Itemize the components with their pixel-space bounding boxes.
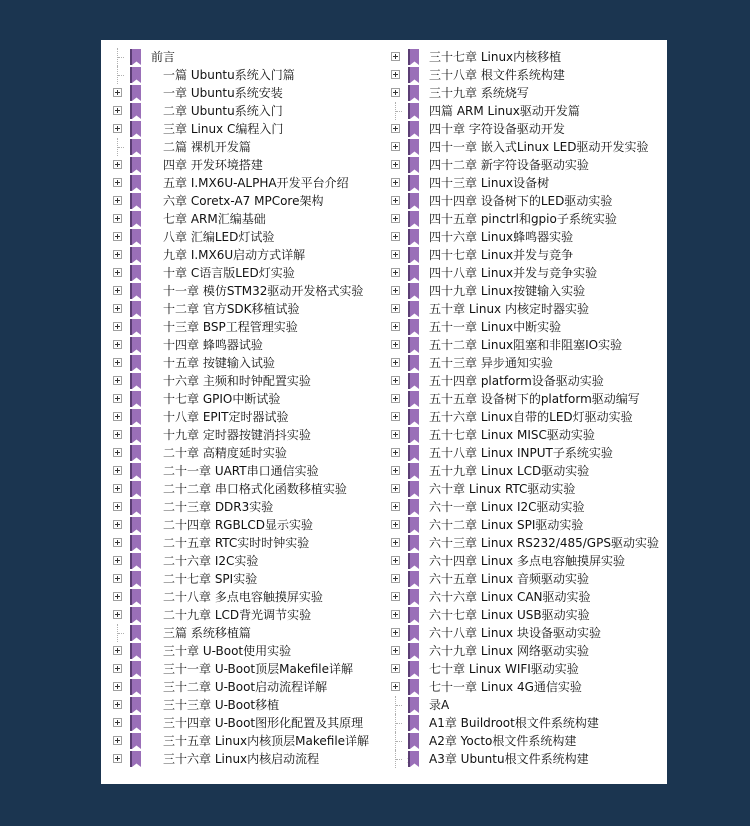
expand-toggle-icon[interactable] [113,448,122,457]
bookmark-label: 三十六章 Linux内核启动流程 [163,752,320,766]
bookmark-icon [408,301,419,317]
bookmark-label: 六十八章 Linux 块设备驱动实验 [429,626,601,640]
bookmark-label: 二十章 高精度延时实验 [163,446,287,460]
expand-toggle-icon[interactable] [113,700,122,709]
bookmark-icon [408,337,419,353]
tree-connector-icon [395,732,397,750]
bookmark-label: 四十章 字符设备驱动开发 [429,122,565,136]
bookmark-label: 七章 ARM汇编基础 [163,212,266,226]
expand-toggle-icon[interactable] [391,322,400,331]
bookmark-icon [408,121,419,137]
bookmark-label: 五十六章 Linux自带的LED灯驱动实验 [429,410,633,424]
bookmark-label: 三十七章 Linux内核移植 [429,50,562,64]
bookmark-label: 一章 Ubuntu系统安装 [163,86,283,100]
expand-toggle-icon[interactable] [391,682,400,691]
bookmark-icon [408,751,419,767]
bookmark-label: 六十六章 Linux CAN驱动实验 [429,590,591,604]
bookmark-label: 二十一章 UART串口通信实验 [163,464,319,478]
bookmark-icon [408,661,419,677]
bookmark-icon [130,697,141,713]
bookmark-label: 二十九章 LCD背光调节实验 [163,608,312,622]
expand-toggle-icon[interactable] [113,322,122,331]
bookmark-label: 十二章 官方SDK移植试验 [163,302,300,316]
bookmark-label: 二十四章 RGBLCD显示实验 [163,518,313,532]
expand-toggle-icon[interactable] [113,214,122,223]
expand-toggle-icon[interactable] [113,718,122,727]
bookmark-label: 四十五章 pinctrl和gpio子系统实验 [429,212,617,226]
bookmark-icon [130,283,141,299]
bookmark-icon [130,301,141,317]
expand-toggle-icon[interactable] [113,664,122,673]
bookmark-label: 五十章 Linux 内核定时器实验 [429,302,589,316]
bookmark-icon [130,391,141,407]
bookmark-label: 二十七章 SPI实验 [163,572,258,586]
expand-toggle-icon[interactable] [391,502,400,511]
bookmark-label: A2章 Yocto根文件系统构建 [429,734,577,748]
bookmark-icon [408,715,419,731]
bookmark-icon [408,571,419,587]
expand-toggle-icon[interactable] [391,124,400,133]
bookmark-icon [130,463,141,479]
bookmark-icon [408,265,419,281]
bookmark-icon [130,571,141,587]
expand-toggle-icon[interactable] [391,286,400,295]
tree-connector-icon [117,48,119,66]
bookmark-icon [408,193,419,209]
bookmark-icon [408,409,419,425]
bookmark-label: A3章 Ubuntu根文件系统构建 [429,752,589,766]
bookmark-label: 六十五章 Linux 音频驱动实验 [429,572,589,586]
bookmark-label: 六十四章 Linux 多点电容触摸屏实验 [429,554,625,568]
bookmark-label: 五章 I.MX6U-ALPHA开发平台介绍 [163,176,349,190]
expand-toggle-icon[interactable] [391,358,400,367]
bookmark-icon [130,499,141,515]
expand-toggle-icon[interactable] [113,430,122,439]
expand-toggle-icon[interactable] [113,412,122,421]
bookmark-label: 十三章 BSP工程管理实验 [163,320,298,334]
expand-toggle-icon[interactable] [391,556,400,565]
expand-toggle-icon[interactable] [113,106,122,115]
expand-toggle-icon[interactable] [113,268,122,277]
expand-toggle-icon[interactable] [391,520,400,529]
bookmark-icon [408,391,419,407]
bookmark-label: 三十九章 系统烧写 [429,86,529,100]
bookmark-icon [130,193,141,209]
bookmark-label: 七十章 Linux WIFI驱动实验 [429,662,579,676]
bookmark-label: 四章 开发环境搭建 [163,158,263,172]
bookmark-label: 六十二章 Linux SPI驱动实验 [429,518,584,532]
expand-toggle-icon[interactable] [391,250,400,259]
bookmark-icon [408,283,419,299]
bookmark-icon [130,409,141,425]
expand-toggle-icon[interactable] [391,232,400,241]
expand-toggle-icon[interactable] [113,502,122,511]
tree-connector-icon [395,696,397,714]
expand-toggle-icon[interactable] [113,376,122,385]
bookmark-icon [408,625,419,641]
expand-toggle-icon[interactable] [391,268,400,277]
bookmark-icon [130,517,141,533]
bookmark-icon [130,373,141,389]
bookmark-icon [408,445,419,461]
tree-connector-icon [395,102,397,120]
bookmark-icon [130,751,141,767]
bookmark-icon [130,121,141,137]
bookmark-icon [408,247,419,263]
bookmark-icon [408,733,419,749]
expand-toggle-icon[interactable] [113,466,122,475]
bookmark-icon [408,139,419,155]
bookmark-icon [408,211,419,227]
bookmark-label: 十七章 GPIO中断试验 [163,392,281,406]
bookmark-icon [130,679,141,695]
bookmark-icon [408,607,419,623]
expand-toggle-icon[interactable] [113,178,122,187]
bookmark-label: 三十一章 U-Boot顶层Makefile详解 [163,662,354,676]
bookmark-label: 三十三章 U-Boot移植 [163,698,280,712]
expand-toggle-icon[interactable] [113,340,122,349]
bookmark-icon [130,265,141,281]
bookmark-icon [408,319,419,335]
expand-toggle-icon[interactable] [391,214,400,223]
bookmark-label: 六十一章 Linux I2C驱动实验 [429,500,585,514]
bookmark-label: 十五章 按键输入试验 [163,356,275,370]
bookmark-icon [408,67,419,83]
expand-toggle-icon[interactable] [391,448,400,457]
expand-toggle-icon[interactable] [391,52,400,61]
expand-toggle-icon[interactable] [113,232,122,241]
bookmark-icon [408,535,419,551]
bookmark-icon [408,157,419,173]
bookmark-icon [130,49,141,65]
bookmark-icon [408,229,419,245]
bookmark-label: 二十六章 I2C实验 [163,554,259,568]
bookmark-label: 十章 C语言版LED灯实验 [163,266,295,280]
tree-connector-icon [395,750,397,768]
expand-toggle-icon[interactable] [391,430,400,439]
bookmark-icon [408,355,419,371]
bookmark-label: 二章 Ubuntu系统入门 [163,104,283,118]
bookmark-icon [130,553,141,569]
bookmark-label: 五十一章 Linux中断实验 [429,320,562,334]
bookmark-icon [408,697,419,713]
expand-toggle-icon[interactable] [113,286,122,295]
bookmark-label: 四十四章 设备树下的LED驱动实验 [429,194,613,208]
bookmark-label: A1章 Buildroot根文件系统构建 [429,716,599,730]
bookmark-icon [408,679,419,695]
expand-toggle-icon[interactable] [391,466,400,475]
bookmark-icon [130,427,141,443]
bookmark-label: 十四章 蜂鸣器试验 [163,338,263,352]
bookmark-icon [130,733,141,749]
bookmark-label: 六十三章 Linux RS232/485/GPS驱动实验 [429,536,659,550]
bookmark-label: 四十七章 Linux并发与竞争 [429,248,574,262]
bookmark-icon [130,229,141,245]
bookmark-label: 四十九章 Linux按键输入实验 [429,284,586,298]
bookmark-icon [408,85,419,101]
expand-toggle-icon[interactable] [391,538,400,547]
expand-toggle-icon[interactable] [113,196,122,205]
bookmark-icon [408,373,419,389]
bookmark-label: 六章 Coretx-A7 MPCore架构 [163,194,324,208]
bookmark-label: 前言 [151,50,176,64]
expand-toggle-icon[interactable] [391,646,400,655]
expand-toggle-icon[interactable] [113,574,122,583]
bookmark-icon [130,157,141,173]
bookmark-icon [130,643,141,659]
expand-toggle-icon[interactable] [113,520,122,529]
expand-toggle-icon[interactable] [391,628,400,637]
expand-toggle-icon[interactable] [391,412,400,421]
bookmark-icon [130,535,141,551]
expand-toggle-icon[interactable] [391,160,400,169]
bookmark-icon [130,661,141,677]
expand-toggle-icon[interactable] [391,178,400,187]
bookmark-icon [130,85,141,101]
bookmark-label: 一篇 Ubuntu系统入门篇 [163,68,295,82]
expand-toggle-icon[interactable] [391,664,400,673]
bookmark-icon [408,517,419,533]
bookmark-icon [408,589,419,605]
bookmark-label: 二十三章 DDR3实验 [163,500,274,514]
expand-toggle-icon[interactable] [391,88,400,97]
bookmark-label: 五十八章 Linux INPUT子系统实验 [429,446,613,460]
bookmark-icon [130,103,141,119]
bookmark-icon [130,319,141,335]
bookmark-icon [130,355,141,371]
bookmark-icon [130,481,141,497]
bookmark-label: 五十九章 Linux LCD驱动实验 [429,464,590,478]
bookmark-label: 五十二章 Linux阻塞和非阻塞IO实验 [429,338,623,352]
expand-toggle-icon[interactable] [391,592,400,601]
bookmark-label: 五十三章 异步通知实验 [429,356,553,370]
bookmark-label: 三十五章 Linux内核顶层Makefile详解 [163,734,370,748]
expand-toggle-icon[interactable] [113,646,122,655]
bookmark-label: 四十一章 嵌入式Linux LED驱动开发实验 [429,140,649,154]
expand-toggle-icon[interactable] [113,88,122,97]
bookmark-label: 三十章 U-Boot使用实验 [163,644,292,658]
bookmark-label: 六十章 Linux RTC驱动实验 [429,482,576,496]
bookmark-label: 录A [429,698,450,712]
bookmark-label: 四十八章 Linux并发与竞争实验 [429,266,598,280]
bookmark-icon [408,553,419,569]
expand-toggle-icon[interactable] [391,340,400,349]
bookmark-icon [130,589,141,605]
expand-toggle-icon[interactable] [113,610,122,619]
expand-toggle-icon[interactable] [391,610,400,619]
expand-toggle-icon[interactable] [391,70,400,79]
bookmark-icon [130,175,141,191]
bookmark-icon [130,211,141,227]
tree-connector-icon [117,624,119,642]
bookmark-icon [408,103,419,119]
bookmark-label: 九章 I.MX6U启动方式详解 [163,248,306,262]
expand-toggle-icon[interactable] [113,484,122,493]
bookmark-label: 七十一章 Linux 4G通信实验 [429,680,582,694]
expand-toggle-icon[interactable] [113,160,122,169]
bookmark-icon [130,715,141,731]
bookmark-icon [130,139,141,155]
tree-connector-icon [117,138,119,156]
expand-toggle-icon[interactable] [113,250,122,259]
bookmark-icon [408,463,419,479]
expand-toggle-icon[interactable] [391,484,400,493]
bookmark-label: 五十四章 platform设备驱动实验 [429,374,604,388]
expand-toggle-icon[interactable] [113,682,122,691]
expand-toggle-icon[interactable] [113,556,122,565]
expand-toggle-icon[interactable] [391,142,400,151]
bookmark-label: 四篇 ARM Linux驱动开发篇 [429,104,580,118]
bookmark-icon [408,427,419,443]
bookmark-label: 四十六章 Linux蜂鸣器实验 [429,230,574,244]
bookmark-icon [130,337,141,353]
bookmark-label: 四十二章 新字符设备驱动实验 [429,158,589,172]
expand-toggle-icon[interactable] [113,592,122,601]
bookmark-label: 六十七章 Linux USB驱动实验 [429,608,590,622]
expand-toggle-icon[interactable] [113,304,122,313]
expand-toggle-icon[interactable] [113,124,122,133]
bookmark-icon [130,445,141,461]
tree-connector-icon [117,66,119,84]
bookmark-label: 三十四章 U-Boot图形化配置及其原理 [163,716,364,730]
expand-toggle-icon[interactable] [113,754,122,763]
bookmark-label: 三十二章 U-Boot启动流程详解 [163,680,328,694]
bookmark-icon [408,481,419,497]
expand-toggle-icon[interactable] [391,304,400,313]
bookmark-label: 三十八章 根文件系统构建 [429,68,565,82]
bookmark-panel [101,40,667,784]
bookmark-label: 五十七章 Linux MISC驱动实验 [429,428,595,442]
bookmark-label: 十八章 EPIT定时器试验 [163,410,289,424]
bookmark-label: 八章 汇编LED灯试验 [163,230,275,244]
expand-toggle-icon[interactable] [391,196,400,205]
expand-toggle-icon[interactable] [113,394,122,403]
bookmark-icon [130,607,141,623]
bookmark-label: 五十五章 设备树下的platform驱动编写 [429,392,640,406]
bookmark-label: 四十三章 Linux设备树 [429,176,550,190]
bookmark-icon [408,643,419,659]
tree-connector-icon [395,714,397,732]
expand-toggle-icon[interactable] [391,376,400,385]
bookmark-label: 三章 Linux C编程入门 [163,122,284,136]
bookmark-label: 二十五章 RTC实时时钟实验 [163,536,310,550]
bookmark-label: 六十九章 Linux 网络驱动实验 [429,644,589,658]
bookmark-label: 十一章 模仿STM32驱动开发格式实验 [163,284,364,298]
bookmark-icon [130,247,141,263]
expand-toggle-icon[interactable] [391,574,400,583]
bookmark-icon [408,499,419,515]
bookmark-label: 三篇 系统移植篇 [163,626,251,640]
expand-toggle-icon[interactable] [113,736,122,745]
bookmark-icon [130,67,141,83]
bookmark-icon [408,49,419,65]
expand-toggle-icon[interactable] [113,538,122,547]
expand-toggle-icon[interactable] [113,358,122,367]
expand-toggle-icon[interactable] [391,394,400,403]
bookmark-label: 十九章 定时器按键消抖实验 [163,428,311,442]
bookmark-label: 二十八章 多点电容触摸屏实验 [163,590,323,604]
bookmark-label: 二十二章 串口格式化函数移植实验 [163,482,347,496]
bookmark-label: 二篇 裸机开发篇 [163,140,251,154]
bookmark-icon [408,175,419,191]
bookmark-icon [130,625,141,641]
bookmark-label: 十六章 主频和时钟配置实验 [163,374,311,388]
